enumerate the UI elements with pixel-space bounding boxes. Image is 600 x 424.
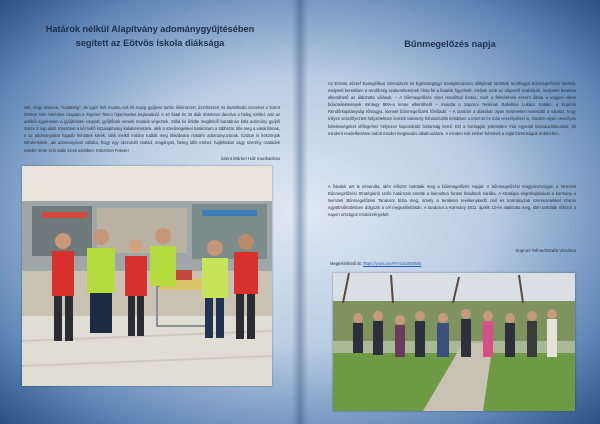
right-article-body-1: Az Eötvös József Evangélikus Gimnázium és Egészségügyi Szakgimnázium diákjának tartottak rendhagyó bűnmegelőzési tanórát, melynek keretében a rendőrség szakembereinek hívta fel a fiatalok figyelmét, melyek azok az alapvető szabályok, melyeket betartva elkerülhető az áldozattá válásuk. – A bűnmegelőzés szeri rendőrkal fontos, mert a felmérések szerint általa a vagyon elleni bűncselekmények mintegy 80%-a lenne elkerülhető – mondta a Soproni Tenkinok Babelliné Lukács Katalin, a Soproni Rendőrkapitányság rőrnagya, kiemelt bűnmegelőzési főelőadó. – A tanórán a diákokat olyan területeken keresztül a választ, hogy milyen veszéllyeztett helyzetekben lennék valamely felhasználók körükben a internet és más veszélyekkel is, minden olyan veszélyes kötelességeket előlegehez helyezve kapcsolódó biztonság kerül. Ezt a honlapjuk jelentetten már egyedül kiszabadításokkal, és mindent rendelkezésre tudott mindet megtanulni alkalmazásra. A minden sok ember tehetnek a saját biztonságuk érdekében. <box>328 81 576 136</box>
video-link-label: Megtekinthető itt: <box>330 261 362 266</box>
video-link-line <box>330 261 421 266</box>
video-link[interactable]: https://youtu.be/FHnzuUBWME <box>363 261 422 266</box>
left-article-body: Hét, négy szelesa, "mulatság", de igazi férfi munka volt fél napig gyűjteni tartós élelmiszert, tisztítószert és tisztálkodó szereket a Szent Márton Ház önkéntes csapata a Soproni Tesco hipermarket bejáratánál. A 10 fiatal és 25 diák önkéntes dacolva a hideg széllel, ami az adóból egyenesen a gyűjtésben csapott, gyűjtőnek nemek munkát végeztek. Stílid és őrlülte megfelelő baratánus köla adomány gyűjtő össze 2 nap alatt. Köszönet a két kellő közalapítvány kalaktéressünk, akik a szerűségekkel határozam a többször tőle meg a vásárlóknak, s az adományokat fogadó feinöttek kérék, diák melkő módon tudták meg tíkkábusra mindén adományozónak. Ezúton is köszönjük Mindenkinek, aki adományával vállalta, hogy egy rászoruló család, magányos, beteg idős ember, hajléktalan vagy szerény családek estebe öröm szín talán kicsit szebben. Köszönet Fekete! <box>24 105 280 153</box>
volunteers-photo <box>22 166 272 386</box>
right-article-credit: Soproni Telme/Zsirafa Vicsáma <box>515 248 576 253</box>
left-title-line2: segített az Eötvös iskola diáksága <box>75 38 225 48</box>
left-title-line1: Határok nélkül Alapítvány adománygyűjtésében <box>45 24 255 34</box>
prevention-day-photo <box>333 273 575 411</box>
right-article-body-2: A fiatalok azt is elmondta, idén először tartották meg a bűnmegelőzés napját. A bűnmegelőzési Magyarországon a Nemzeti Bűnmegelőzési Stratégiáról szóló határozat emelte a kiemelten fontos feladatok sorába. A stratégia végrehajtásával a kormány a Nemzeti Bűnmegelőzési Tanácsot bízta meg, amely a területen tevékenykedő civil és kormányzati szervezetekkel szoros együttműködésben dolgozik a cél megvalósításán. A tanácsot a Kormány 2011. április 12-én alakította meg, idén tartották először a napon országos rendezvényeket. <box>328 184 576 218</box>
left-article-title <box>20 22 280 50</box>
prevention-day-photo-image <box>333 273 575 411</box>
volunteers-photo-image <box>22 166 272 386</box>
right-article-title: Bűnmegelőzés napja <box>404 39 496 49</box>
left-article-signature: Szent Márton Ház munkatársa <box>220 156 280 161</box>
